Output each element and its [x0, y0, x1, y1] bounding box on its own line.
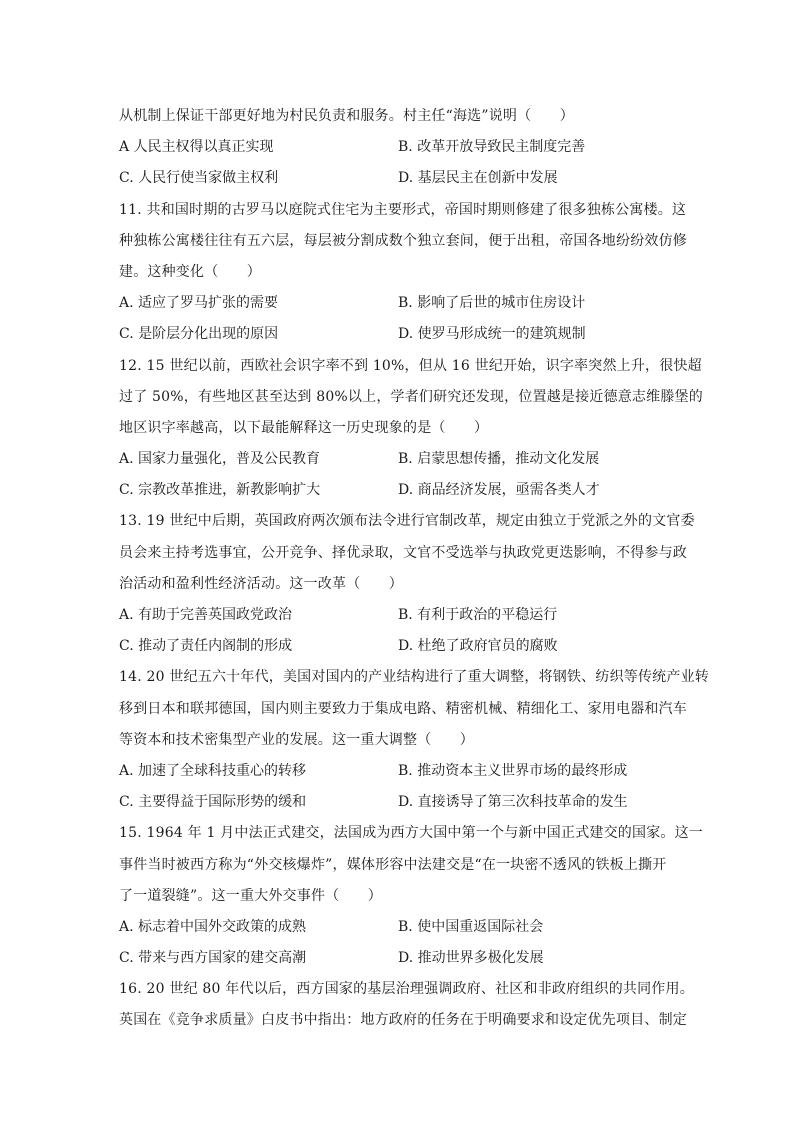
- text-line: 14. 20 世纪五六十年代，美国对国内的产业结构进行了重大调整，将钢铁、纺织等传统产业转: [119, 669, 709, 686]
- answer-option: C. 是阶层分化出现的原因: [119, 326, 279, 343]
- text-line: 建。这种变化（ ）: [119, 263, 261, 280]
- answer-option: C. 主要得益于国际形势的缓和: [119, 794, 307, 811]
- answer-option: B. 使中国重返国际社会: [398, 918, 544, 935]
- text-line: 13. 19 世纪中后期，英国政府两次颁布法令进行官制改革，规定由独立于党派之外的文官委: [119, 513, 695, 530]
- answer-option: A. 加速了全球科技重心的转移: [119, 762, 307, 779]
- text-line: 员会来主持考选事宜，公开竞争、择优录取，文官不受选举与执政党更迭影响，不得参与政: [119, 544, 687, 561]
- answer-options-row: [119, 756, 679, 787]
- text-line: 16. 20 世纪 80 年代以后，西方国家的基层治理强调政府、社区和非政府组织的共同作用。: [119, 981, 694, 998]
- answer-option: D. 商品经济发展，亟需各类人才: [398, 482, 600, 499]
- document-body: [119, 101, 709, 1037]
- answer-option: B. 影响了后世的城市住房设计: [398, 295, 586, 312]
- answer-options-row: [119, 132, 679, 163]
- answer-option: A. 标志着中国外交政策的成熟: [119, 918, 307, 935]
- answer-option: C. 宗教改革推进，新教影响扩大: [119, 482, 321, 499]
- answer-options-row: [119, 787, 679, 818]
- answer-options-row: [119, 943, 679, 974]
- text-line: 过了 50%，有些地区甚至达到 80%以上，学者们研究还发现，位置越是接近德意志维滕堡的: [119, 388, 703, 405]
- answer-option: A. 国家力量强化，普及公民教育: [119, 451, 321, 468]
- text-line: 12. 15 世纪以前，西欧社会识字率不到 10%，但从 16 世纪开始，识字率突然上升，很快超: [119, 357, 702, 374]
- text-line: 移到日本和联邦德国，国内则主要致力于集成电路、精密机械、精细化工、家用电器和汽车: [119, 700, 687, 717]
- answer-options-row: [119, 600, 679, 631]
- answer-option: B. 改革开放导致民主制度完善: [398, 139, 586, 156]
- text-line: 治活动和盈利性经济活动。这一改革（ ）: [119, 575, 403, 592]
- answer-options-row: [119, 163, 679, 194]
- answer-option: C. 带来与西方国家的建交高潮: [119, 950, 307, 967]
- text-line: 种独栋公寓楼往往有五六层，每层被分割成数个独立套间，便于出租，帝国各地纷纷效仿修: [119, 232, 687, 249]
- text-line: 11. 共和国时期的古罗马以庭院式住宅为主要形式，帝国时期则修建了很多独栋公寓楼。这: [119, 201, 687, 218]
- text-line: 事件当时被西方称为“外交核爆炸”，媒体形容中法建交是“在一块密不透风的铁板上撕开: [119, 856, 667, 873]
- answer-option: D. 使罗马形成统一的建筑规制: [398, 326, 586, 343]
- answer-options-row: [119, 288, 679, 319]
- answer-options-row: [119, 319, 679, 350]
- answer-options-row: [119, 631, 679, 662]
- answer-option: A. 适应了罗马扩张的需要: [119, 295, 279, 312]
- text-line: 地区识字率越高，以下最能解释这一历史现象的是（ ）: [119, 419, 489, 436]
- answer-option: D. 杜绝了政府官员的腐败: [398, 638, 558, 655]
- text-line: 英国在《竞争求质量》白皮书中指出：地方政府的任务在于明确要求和设定优先项目、制定: [119, 1012, 687, 1029]
- text-line: 等资本和技术密集型产业的发展。这一重大调整（ ）: [119, 731, 474, 748]
- answer-options-row: [119, 912, 679, 943]
- answer-option: C. 推动了责任内阁制的形成: [119, 638, 293, 655]
- text-line: 从机制上保证干部更好地为村民负责和服务。村主任“海选”说明（ ）: [119, 108, 574, 124]
- answer-options-row: [119, 444, 679, 475]
- answer-option: B. 有利于政治的平稳运行: [398, 607, 558, 623]
- answer-option: D. 基层民主在创新中发展: [398, 170, 558, 187]
- answer-option: C. 人民行使当家做主权利: [119, 170, 279, 187]
- text-line: 15. 1964 年 1 月中法正式建交，法国成为西方大国中第一个与新中国正式建交的国家。这一: [119, 825, 703, 842]
- answer-option: D. 推动世界多极化发展: [398, 950, 544, 967]
- answer-option: A 人民主权得以真正实现: [119, 139, 274, 156]
- answer-options-row: [119, 475, 679, 506]
- answer-option: A. 有助于完善英国政党政治: [119, 607, 293, 623]
- answer-option: D. 直接诱导了第三次科技革命的发生: [398, 794, 628, 811]
- answer-option: B. 推动资本主义世界市场的最终形成: [398, 762, 628, 779]
- text-line: 了一道裂缝”。这一重大外交事件（ ）: [119, 887, 382, 904]
- answer-option: B. 启蒙思想传播，推动文化发展: [398, 451, 600, 468]
